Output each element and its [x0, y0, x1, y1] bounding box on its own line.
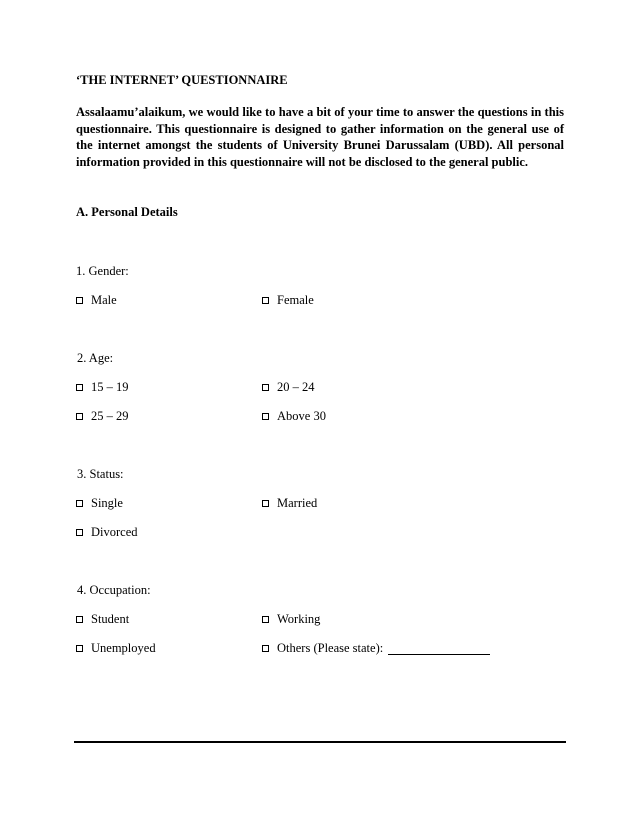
- question-status-label: 3. Status:: [77, 467, 124, 481]
- option-label: Married: [277, 496, 318, 510]
- checkbox-icon[interactable]: [262, 413, 269, 420]
- checkbox-icon[interactable]: [76, 384, 83, 391]
- option-label: 25 – 29: [91, 409, 129, 423]
- page-divider-line: [74, 741, 566, 743]
- question-age-label: 2. Age:: [77, 351, 114, 365]
- intro-paragraph: Assalaamu’alaikum, we would like to have a bit of your time to answer the questions in this questionnaire. This questionnaire is designed to gather information on the general use of the internet amongst the students of University Brunei Darussalam (UBD). All personal information provided in this questionnaire will not be disclosed to the general public.: [76, 105, 564, 169]
- option-label: Others (Please state):: [277, 641, 384, 655]
- checkbox-icon[interactable]: [262, 297, 269, 304]
- option-label: Male: [91, 293, 117, 307]
- option-single[interactable]: [76, 496, 123, 511]
- option-age-20-24[interactable]: [262, 380, 315, 395]
- option-label: Working: [277, 612, 321, 626]
- option-unemployed[interactable]: [76, 641, 156, 656]
- option-label: Divorced: [91, 525, 138, 539]
- question-occupation-label: 4. Occupation:: [77, 583, 151, 597]
- checkbox-icon[interactable]: [76, 529, 83, 536]
- checkbox-icon[interactable]: [76, 413, 83, 420]
- checkbox-icon[interactable]: [76, 645, 83, 652]
- option-label: Single: [91, 496, 123, 510]
- checkbox-icon[interactable]: [76, 297, 83, 304]
- option-label: 20 – 24: [277, 380, 315, 394]
- option-label: Student: [91, 612, 130, 626]
- section-heading-personal-details: A. Personal Details: [76, 205, 178, 219]
- option-age-15-19[interactable]: [76, 380, 129, 395]
- question-gender-label: 1. Gender:: [76, 264, 129, 278]
- option-student[interactable]: [76, 612, 129, 627]
- checkbox-icon[interactable]: [76, 616, 83, 623]
- option-male[interactable]: [76, 293, 117, 308]
- option-label: 15 – 19: [91, 380, 129, 394]
- checkbox-icon[interactable]: [76, 500, 83, 507]
- option-female[interactable]: [262, 293, 314, 308]
- others-fill-in-line[interactable]: [388, 642, 490, 655]
- option-divorced[interactable]: [76, 525, 138, 540]
- checkbox-icon[interactable]: [262, 384, 269, 391]
- option-married[interactable]: [262, 496, 317, 511]
- option-others[interactable]: [262, 641, 490, 656]
- option-label: Above 30: [277, 409, 326, 423]
- checkbox-icon[interactable]: [262, 645, 269, 652]
- option-working[interactable]: [262, 612, 320, 627]
- option-age-above-30[interactable]: [262, 409, 326, 424]
- option-label: Female: [277, 293, 314, 307]
- questionnaire-title: ‘THE INTERNET’ QUESTIONNAIRE: [76, 73, 288, 87]
- option-age-25-29[interactable]: [76, 409, 129, 424]
- checkbox-icon[interactable]: [262, 616, 269, 623]
- option-label: Unemployed: [91, 641, 156, 655]
- checkbox-icon[interactable]: [262, 500, 269, 507]
